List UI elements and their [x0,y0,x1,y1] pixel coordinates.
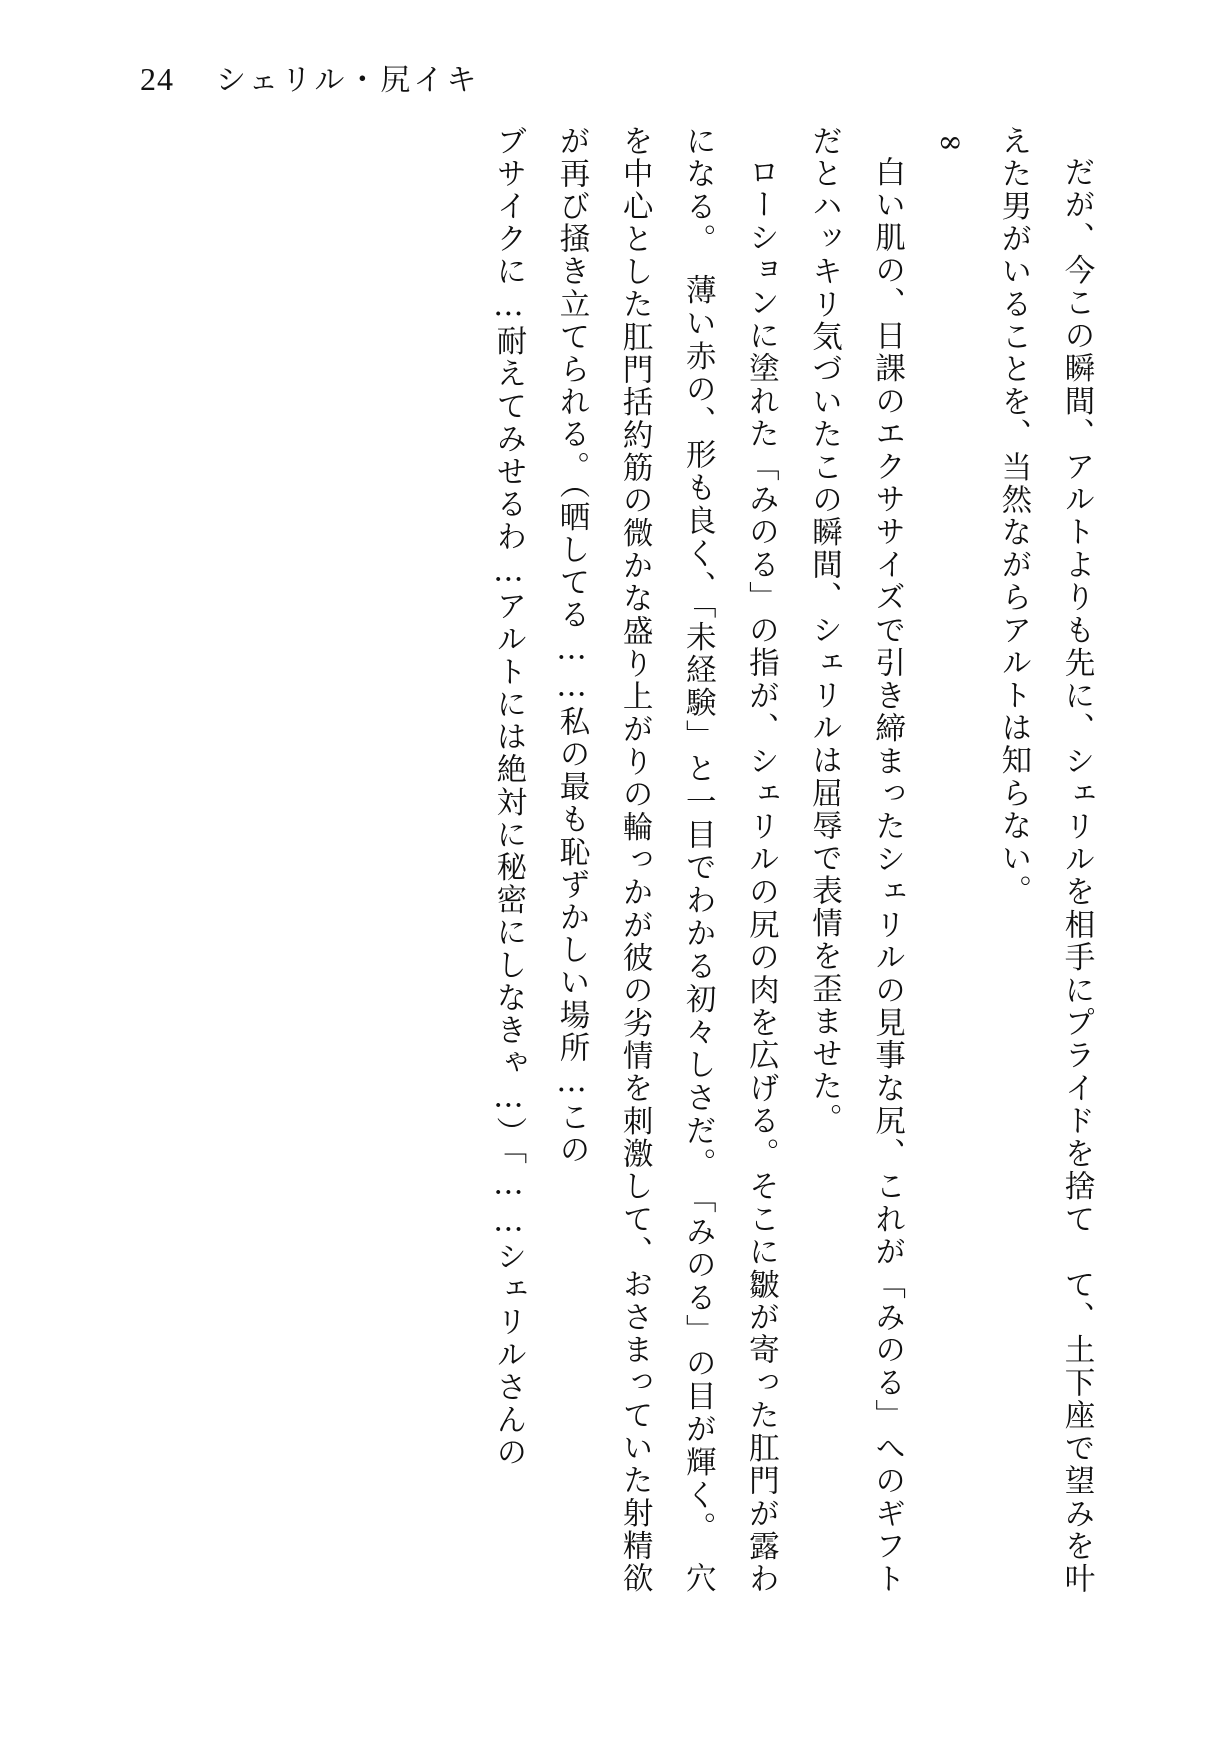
running-header [140,55,479,99]
page-number: 24 [140,61,174,97]
paragraph-1: だが、今この瞬間、アルトよりも先に、シェリルを相手にプライドを捨て て、土下座で望みを叶えた男がいることを、当然ながらアルトは知らない。 [995,125,1094,1595]
paragraph-2: 白い肌の、日課のエクササイズで引き締まったシェリルの見事な尻、これが「みのる」へのギフトだとハッキリ気づいたこの瞬間、シェリルは屈辱で表情を歪ませた。 [806,125,905,1595]
scene-break-mark: ∞ [932,125,968,160]
paragraph-3-continued: ブサイクに…耐えてみせるわ…アルトには絶対に秘密にしなきゃ…）「……シェリルさんの [490,125,526,1469]
paragraph-3: ローションに塗れた「みのる」の指が、シェリルの尻の肉を広げる。そこに皺が寄った肛門が露わになる。 薄い赤の、形も良く、「未経験」と一目でわかる初々しさだ。 「みのる」の目が輝く。 穴を中心とした肛門括約筋の微かな盛り上がりの輪っかが彼の劣情を刺激して、おさまっていた射精欲が再び掻き立てられる。（晒してる……私の最も恥ずかしい場所…この [554,125,779,1595]
page-body [108,125,1108,1645]
vertical-text-block [477,125,1108,1595]
chapter-short-title: シェリル・尻イキ [216,64,480,97]
